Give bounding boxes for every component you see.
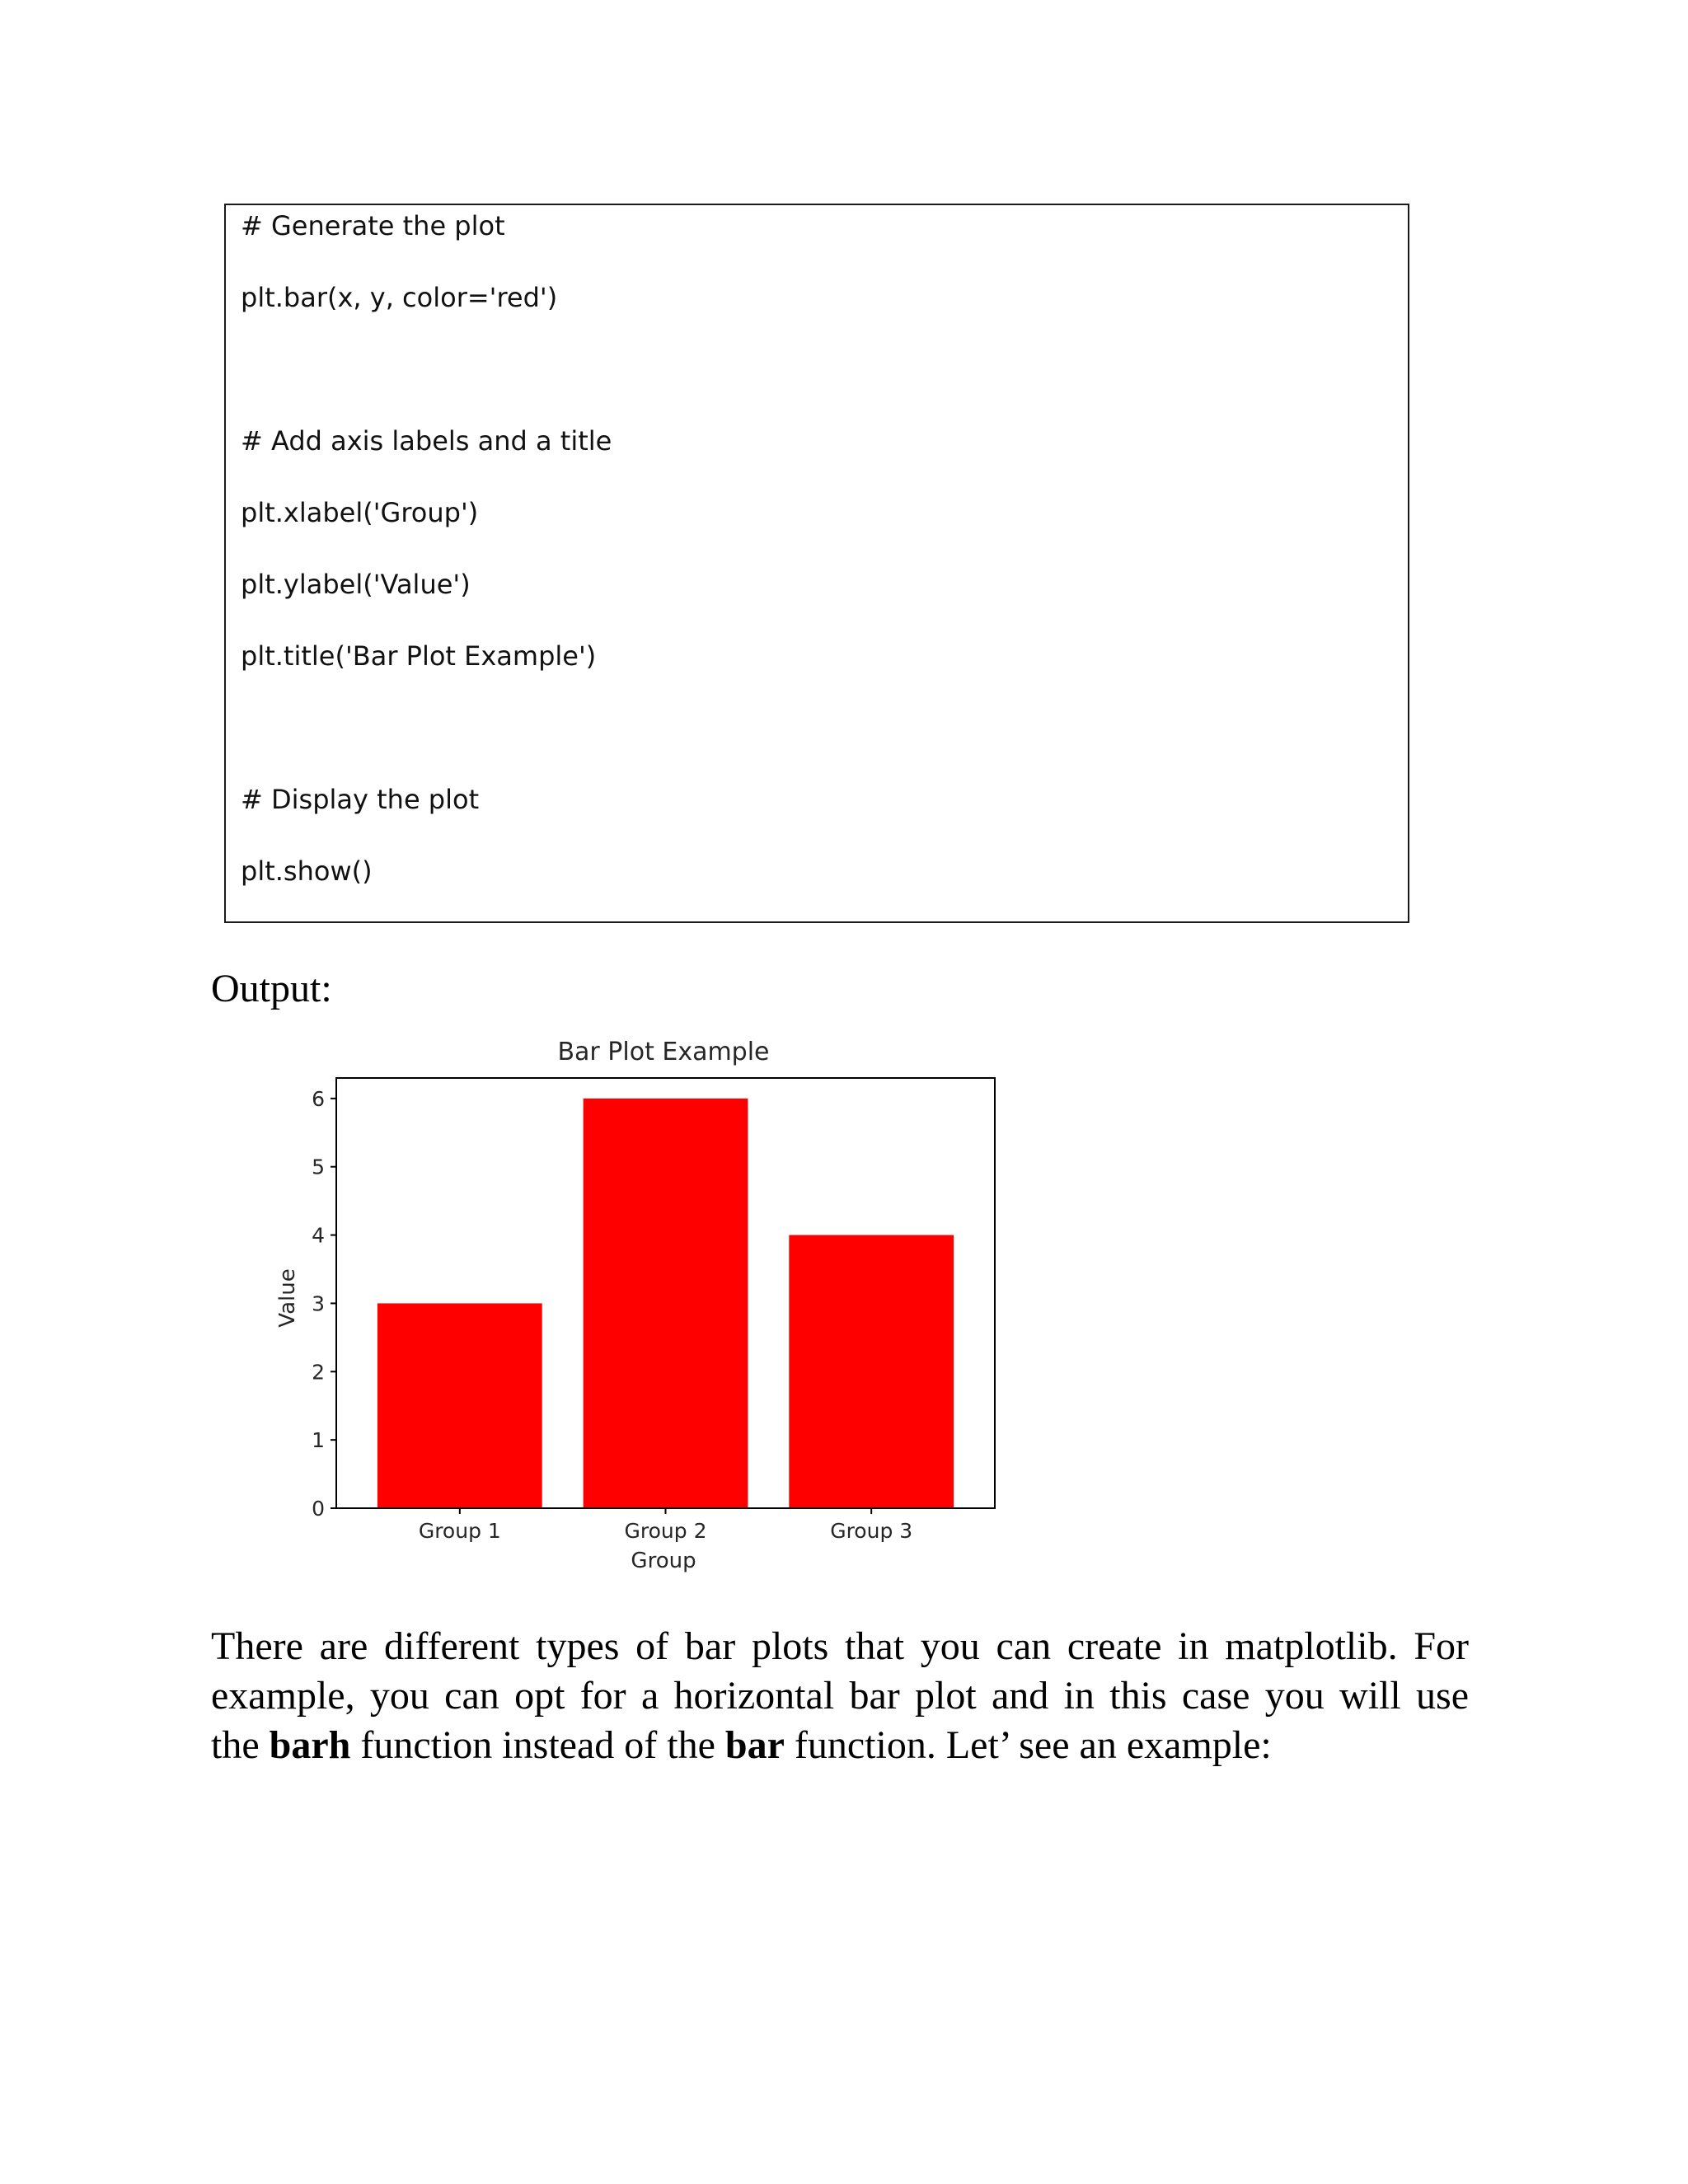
code-line: # Display the plot bbox=[241, 784, 480, 815]
y-axis-label: Value bbox=[275, 1268, 300, 1328]
paragraph-line: There are different types of bar plots that you can create in matplotlib. For bbox=[211, 1624, 1469, 1668]
y-tick-label: 5 bbox=[312, 1155, 325, 1179]
chart-title: Bar Plot Example bbox=[557, 1038, 770, 1066]
code-line: plt.bar(x, y, color='red') bbox=[241, 282, 558, 313]
paragraph-text: function instead of the bbox=[350, 1723, 725, 1767]
code-line: plt.xlabel('Group') bbox=[241, 497, 479, 528]
y-tick-label: 2 bbox=[312, 1360, 325, 1385]
output-label: Output: bbox=[211, 967, 332, 1010]
code-line: plt.ylabel('Value') bbox=[241, 569, 471, 600]
x-axis-ticks bbox=[419, 1508, 912, 1543]
y-tick-label: 1 bbox=[312, 1428, 325, 1453]
y-tick-label: 3 bbox=[312, 1291, 325, 1316]
y-axis-ticks bbox=[312, 1087, 336, 1521]
y-tick-label: 6 bbox=[312, 1086, 325, 1111]
y-tick-label: 0 bbox=[312, 1497, 325, 1521]
code-line: # Generate the plot bbox=[241, 210, 505, 241]
body-paragraph bbox=[211, 1622, 1469, 1770]
bar-1 bbox=[377, 1303, 542, 1508]
y-tick-label: 4 bbox=[312, 1223, 325, 1248]
paragraph-text: function. Let’ see an example: bbox=[784, 1723, 1272, 1767]
bar-3 bbox=[789, 1235, 954, 1508]
code-line: # Add axis labels and a title bbox=[241, 425, 612, 457]
paragraph-line bbox=[211, 1721, 1469, 1770]
bar-2 bbox=[584, 1099, 748, 1508]
x-axis-label: Group bbox=[631, 1549, 696, 1573]
code-line: plt.show() bbox=[241, 855, 373, 887]
x-tick-label: Group 1 bbox=[418, 1519, 501, 1543]
x-tick-label: Group 3 bbox=[830, 1519, 913, 1543]
code-line: plt.title('Bar Plot Example') bbox=[241, 640, 597, 672]
x-tick-label: Group 2 bbox=[624, 1519, 707, 1543]
paragraph-text: the bbox=[211, 1723, 270, 1767]
function-name-bar: bar bbox=[724, 1723, 785, 1767]
paragraph-line: example, you can opt for a horizontal bar plot and in this case you will use bbox=[211, 1674, 1469, 1718]
function-name-barh: barh bbox=[269, 1723, 351, 1767]
bars bbox=[377, 1099, 954, 1508]
